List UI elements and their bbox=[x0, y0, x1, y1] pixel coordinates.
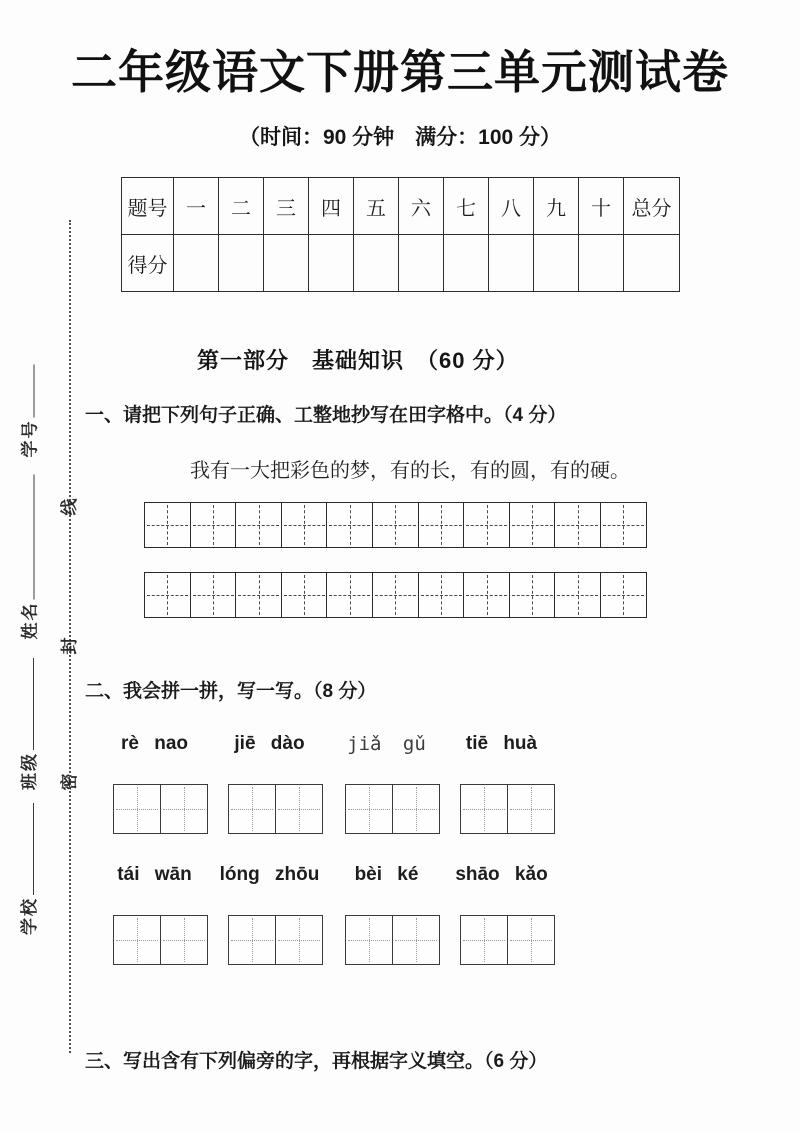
score-empty-cell bbox=[399, 235, 444, 292]
tianzige-cell bbox=[463, 572, 510, 618]
score-table-header-cell: 九 bbox=[534, 178, 579, 235]
tianzige-cell bbox=[160, 915, 208, 965]
tianzige-cell bbox=[600, 502, 647, 548]
score-empty-cell bbox=[219, 235, 264, 292]
pinyin-long-zhou: lóng zhōu bbox=[219, 864, 320, 885]
dashed-vertical-guide bbox=[259, 505, 260, 545]
dashed-vertical-guide bbox=[137, 918, 138, 962]
score-table-header-cell: 一 bbox=[174, 178, 219, 235]
dashed-vertical-guide bbox=[532, 505, 533, 545]
copy-writing-grid-row-1 bbox=[144, 502, 647, 548]
dashed-vertical-guide bbox=[299, 918, 300, 962]
score-empty-cell bbox=[309, 235, 354, 292]
dashed-vertical-guide bbox=[137, 787, 138, 831]
score-table-header-cell: 七 bbox=[444, 178, 489, 235]
score-table-header-cell: 三 bbox=[264, 178, 309, 235]
tianzige-cell bbox=[392, 784, 440, 834]
tianzige-cell bbox=[326, 502, 373, 548]
answer-grid-box bbox=[345, 915, 440, 965]
pinyin-tie-hua: tiē huà bbox=[465, 733, 538, 754]
score-empty-cell bbox=[354, 235, 399, 292]
seal-char-mi: 密 bbox=[60, 773, 79, 791]
dashed-vertical-guide bbox=[578, 575, 579, 615]
dashed-vertical-guide bbox=[213, 505, 214, 545]
pinyin-bei-ke: bèi ké bbox=[354, 864, 419, 885]
tianzige-cell bbox=[418, 572, 465, 618]
dashed-vertical-guide bbox=[484, 787, 485, 831]
tianzige-cell bbox=[554, 502, 601, 548]
score-empty-cell bbox=[264, 235, 309, 292]
tianzige-cell bbox=[345, 915, 393, 965]
school-field bbox=[15, 803, 39, 935]
tianzige-cell bbox=[275, 784, 323, 834]
dashed-vertical-guide bbox=[623, 575, 624, 615]
question-3-label: 三、写出含有下列偏旁的字，再根据字义填空。（6 分） bbox=[85, 1051, 548, 1072]
dashed-vertical-guide bbox=[487, 575, 488, 615]
dashed-vertical-guide bbox=[623, 505, 624, 545]
class-blank-line bbox=[33, 658, 34, 750]
tianzige-cell bbox=[190, 572, 237, 618]
tianzige-cell bbox=[345, 784, 393, 834]
tianzige-cell bbox=[509, 502, 556, 548]
pinyin-re-nao: rè nao bbox=[120, 733, 189, 754]
tianzige-cell bbox=[275, 915, 323, 965]
score-empty-cell bbox=[534, 235, 579, 292]
tianzige-cell bbox=[190, 502, 237, 548]
score-table-score-row bbox=[122, 235, 680, 292]
score-table-header-cell: 五 bbox=[354, 178, 399, 235]
tianzige-cell bbox=[463, 502, 510, 548]
dashed-vertical-guide bbox=[213, 575, 214, 615]
dashed-vertical-guide bbox=[395, 575, 396, 615]
tianzige-cell bbox=[144, 502, 191, 548]
score-table-header-cell: 八 bbox=[489, 178, 534, 235]
score-empty-cell bbox=[444, 235, 489, 292]
score-empty-cell bbox=[579, 235, 624, 292]
dashed-vertical-guide bbox=[299, 787, 300, 831]
score-table-header-row bbox=[122, 178, 680, 235]
score-empty-cell bbox=[489, 235, 534, 292]
answer-grid-box bbox=[228, 915, 323, 965]
pinyin-jia-gu: jiǎ gǔ bbox=[347, 733, 426, 755]
dashed-vertical-guide bbox=[252, 787, 253, 831]
tianzige-cell bbox=[507, 915, 555, 965]
tianzige-cell bbox=[160, 784, 208, 834]
student-name-field bbox=[16, 475, 40, 640]
tianzige-cell bbox=[281, 572, 328, 618]
dashed-vertical-guide bbox=[578, 505, 579, 545]
dashed-vertical-guide bbox=[350, 575, 351, 615]
tianzige-cell bbox=[144, 572, 191, 618]
answer-grid-box bbox=[345, 784, 440, 834]
dashed-vertical-guide bbox=[304, 505, 305, 545]
answer-grid-box bbox=[113, 784, 208, 834]
tianzige-cell bbox=[392, 915, 440, 965]
tianzige-cell bbox=[509, 572, 556, 618]
score-table-header-cell: 六 bbox=[399, 178, 444, 235]
copy-writing-grid-row-2 bbox=[144, 572, 647, 618]
answer-grid-box bbox=[113, 915, 208, 965]
tianzige-cell bbox=[418, 502, 465, 548]
school-label: 学校 bbox=[19, 897, 39, 935]
tianzige-cell bbox=[113, 915, 161, 965]
dashed-vertical-guide bbox=[416, 918, 417, 962]
dashed-vertical-guide bbox=[167, 575, 168, 615]
tianzige-cell bbox=[372, 572, 419, 618]
class-field bbox=[15, 658, 39, 790]
seal-char-feng: 封 bbox=[60, 637, 79, 655]
dashed-vertical-guide bbox=[369, 787, 370, 831]
school-blank-line bbox=[33, 803, 34, 895]
student-number-field bbox=[16, 365, 40, 458]
dashed-vertical-guide bbox=[184, 918, 185, 962]
dashed-vertical-guide bbox=[416, 787, 417, 831]
tianzige-cell bbox=[554, 572, 601, 618]
dashed-vertical-guide bbox=[369, 918, 370, 962]
tianzige-cell bbox=[281, 502, 328, 548]
time-score-subtitle: （时间：90 分钟 满分：100 分） bbox=[238, 126, 562, 149]
dashed-vertical-guide bbox=[252, 918, 253, 962]
pinyin-shao-kao: shāo kǎo bbox=[455, 864, 548, 885]
dashed-vertical-guide bbox=[259, 575, 260, 615]
score-row-label: 得分 bbox=[122, 235, 174, 292]
tianzige-cell bbox=[113, 784, 161, 834]
dashed-vertical-guide bbox=[441, 575, 442, 615]
sentence-to-copy: 我有一大把彩色的梦，有的长，有的圆，有的硬。 bbox=[190, 460, 630, 482]
pinyin-tai-wan: tái wān bbox=[117, 864, 192, 885]
dashed-vertical-guide bbox=[304, 575, 305, 615]
dashed-vertical-guide bbox=[484, 918, 485, 962]
page-title: 二年级语文下册第三单元测试卷 bbox=[71, 46, 729, 98]
tianzige-cell bbox=[235, 502, 282, 548]
score-table-header-cell: 四 bbox=[309, 178, 354, 235]
answer-grid-box bbox=[460, 915, 555, 965]
score-empty-cell bbox=[174, 235, 219, 292]
pinyin-jie-dao: jiē dào bbox=[234, 733, 305, 754]
student-number-label: 学号 bbox=[20, 419, 39, 458]
score-table-header-cell: 十 bbox=[579, 178, 624, 235]
tianzige-cell bbox=[460, 784, 508, 834]
dashed-vertical-guide bbox=[531, 787, 532, 831]
tianzige-cell bbox=[460, 915, 508, 965]
tianzige-cell bbox=[228, 784, 276, 834]
tianzige-cell bbox=[600, 572, 647, 618]
answer-grid-box bbox=[228, 784, 323, 834]
question-2-label: 二、我会拼一拼，写一写。（8 分） bbox=[85, 681, 377, 702]
dashed-vertical-guide bbox=[531, 918, 532, 962]
question-1-label: 一、请把下列句子正确、工整地抄写在田字格中。（4 分） bbox=[85, 405, 567, 426]
student-number-blank-line bbox=[34, 365, 35, 418]
dashed-vertical-guide bbox=[487, 505, 488, 545]
dashed-vertical-guide bbox=[441, 505, 442, 545]
score-table-header-cell: 总分 bbox=[624, 178, 680, 235]
dashed-vertical-guide bbox=[350, 505, 351, 545]
dashed-vertical-guide bbox=[532, 575, 533, 615]
score-table-header-cell: 题号 bbox=[122, 178, 174, 235]
tianzige-cell bbox=[326, 572, 373, 618]
class-label: 班级 bbox=[19, 752, 39, 790]
dashed-vertical-guide bbox=[167, 505, 168, 545]
tianzige-cell bbox=[507, 784, 555, 834]
score-empty-cell bbox=[624, 235, 680, 292]
student-name-label: 姓名 bbox=[20, 601, 39, 640]
answer-grid-box bbox=[460, 784, 555, 834]
seal-char-xian: 线 bbox=[60, 498, 79, 516]
section-heading: 第一部分 基础知识 （60 分） bbox=[197, 348, 519, 373]
dashed-vertical-guide bbox=[184, 787, 185, 831]
score-table bbox=[121, 177, 680, 292]
student-name-blank-line bbox=[34, 475, 35, 600]
score-table-header-cell: 二 bbox=[219, 178, 264, 235]
tianzige-cell bbox=[372, 502, 419, 548]
tianzige-cell bbox=[235, 572, 282, 618]
tianzige-cell bbox=[228, 915, 276, 965]
dashed-vertical-guide bbox=[395, 505, 396, 545]
